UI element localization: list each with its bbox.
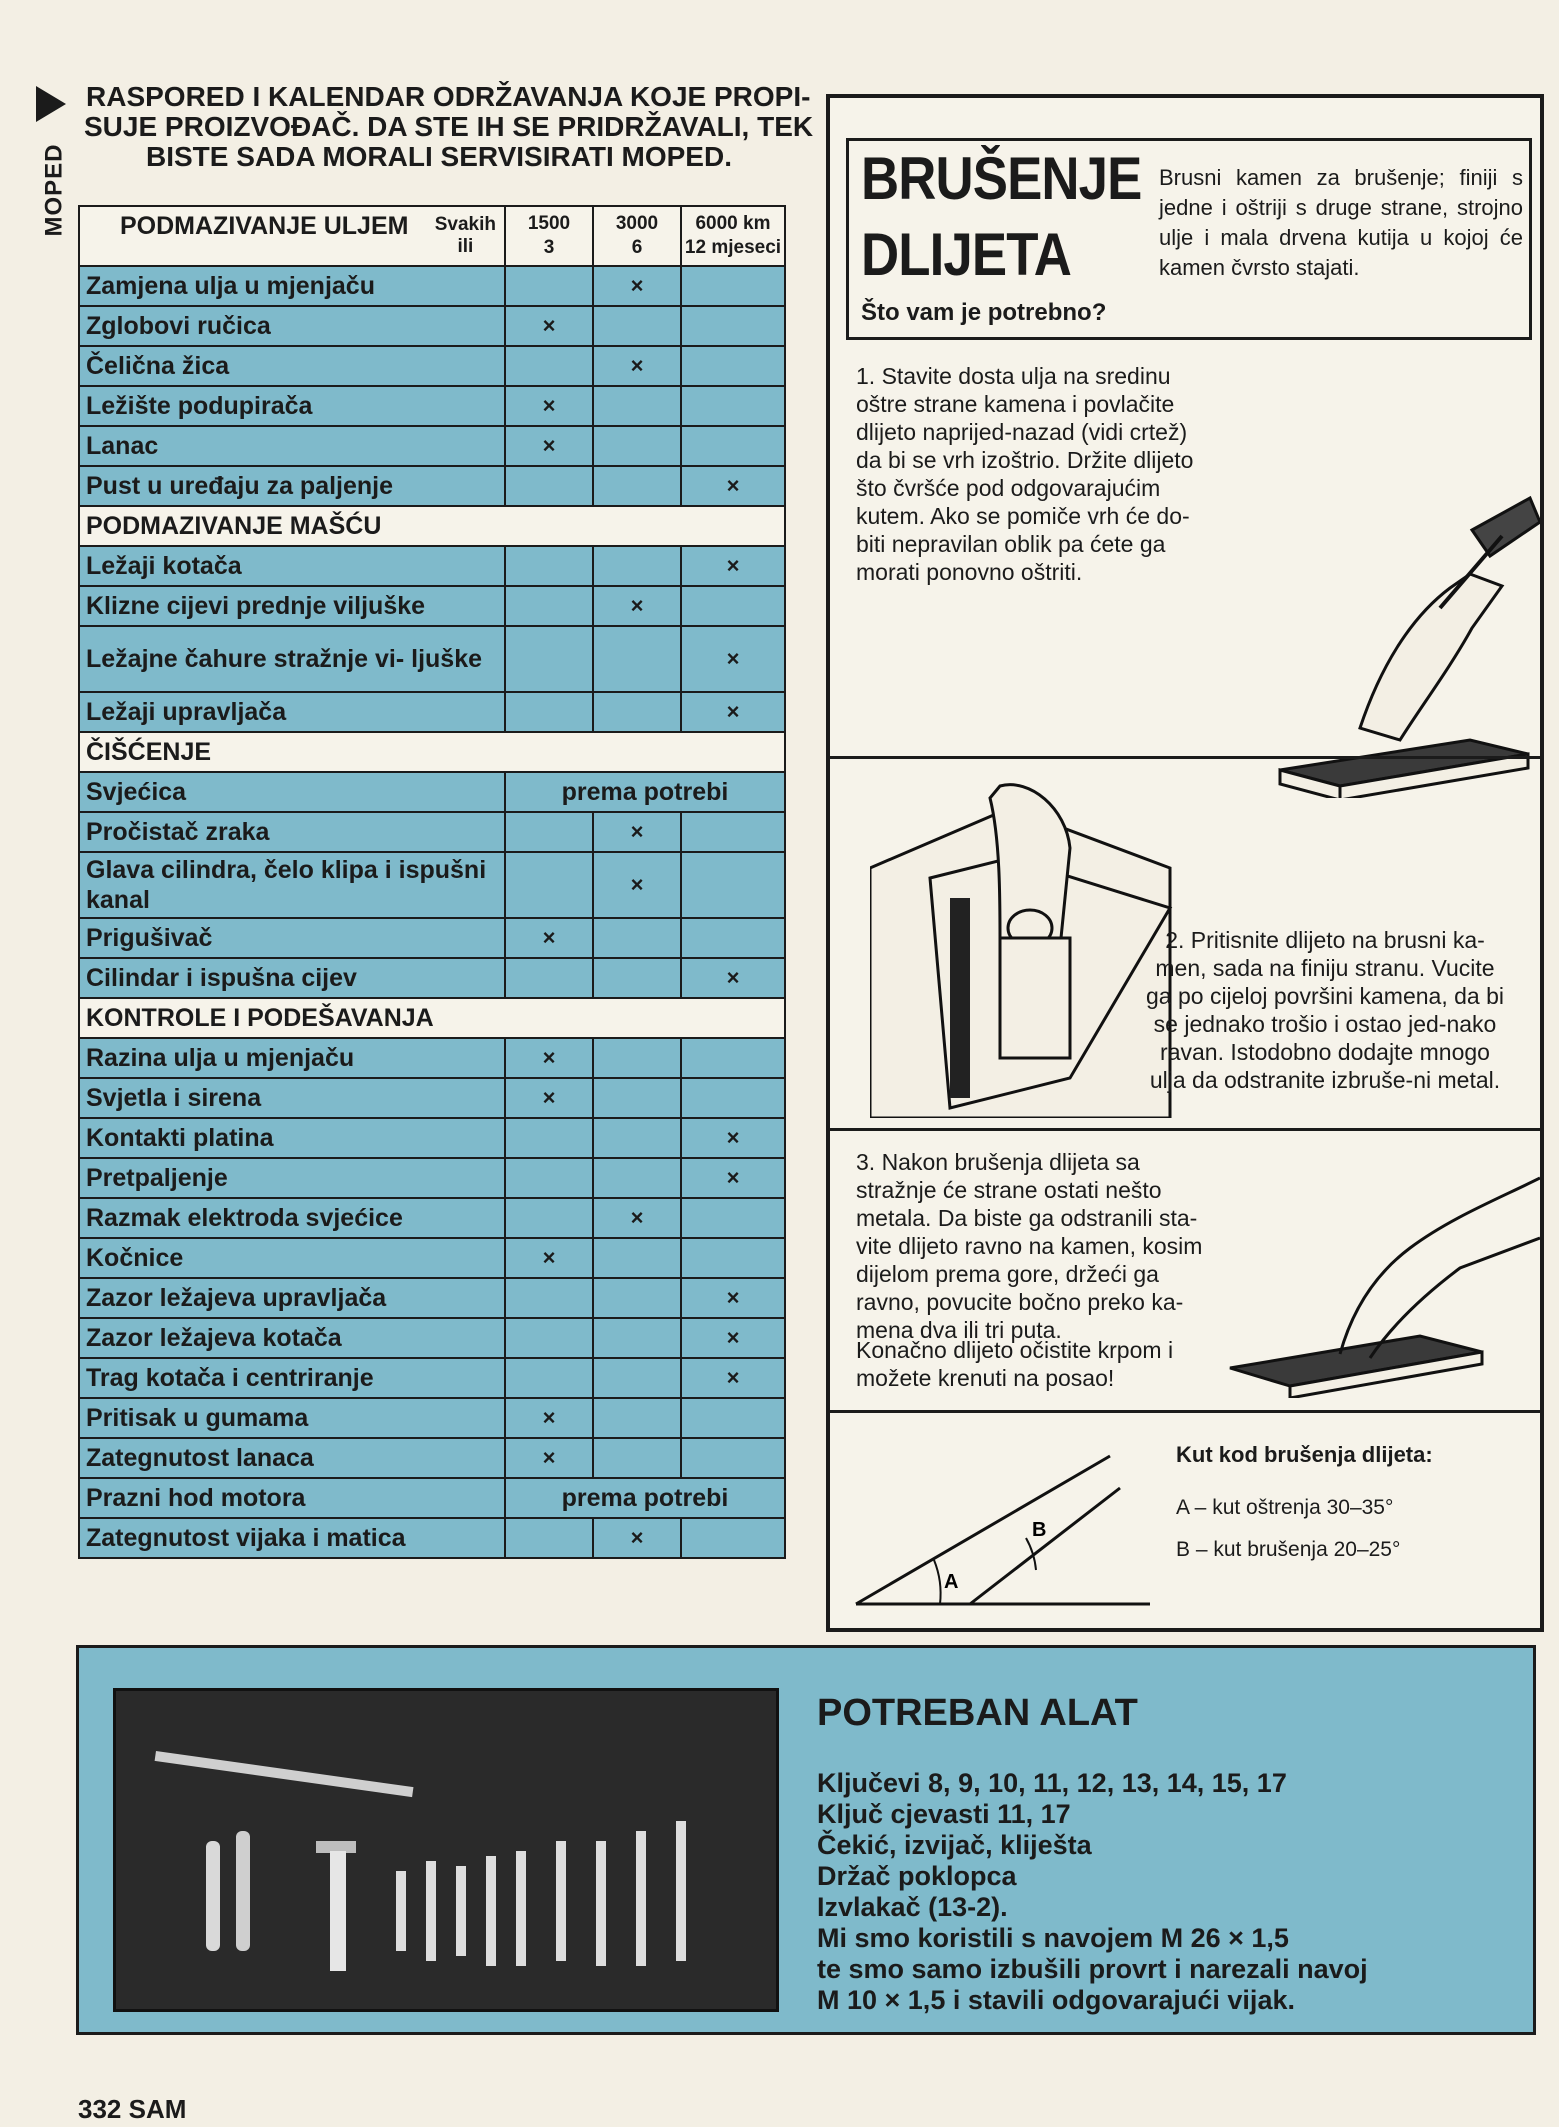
- task-label: Zazor ležajeva upravljača: [79, 1278, 505, 1318]
- table-row: [79, 426, 785, 466]
- interval-cell: ×: [505, 306, 593, 346]
- task-label: Prigušivač: [79, 918, 505, 958]
- interval-cell: ×: [681, 692, 785, 732]
- interval-cell: [593, 466, 681, 506]
- task-label: Ležajne čahure stražnje vi- ljuške: [79, 626, 505, 692]
- task-label: Razina ulja u mjenjaču: [79, 1038, 505, 1078]
- table-row: [79, 1198, 785, 1238]
- table-row: [79, 1038, 785, 1078]
- table-row: [79, 626, 785, 692]
- interval-cell: ×: [681, 1118, 785, 1158]
- interval-cell: ×: [505, 386, 593, 426]
- interval-cell: [505, 1198, 593, 1238]
- interval-cell: ×: [505, 1238, 593, 1278]
- interval-cell: [505, 1358, 593, 1398]
- interval-cell: [505, 692, 593, 732]
- section-title: ČIŠĆENJE: [79, 732, 785, 772]
- interval-cell: ×: [505, 1398, 593, 1438]
- tools-title: POTREBAN ALAT: [817, 1692, 1138, 1734]
- interval-cell: [505, 958, 593, 998]
- table-row: [79, 546, 785, 586]
- interval-cell: [505, 1318, 593, 1358]
- panel-title: BRUŠENJE DLIJETA: [861, 145, 1142, 288]
- table-row: [79, 1438, 785, 1478]
- task-label: Zamjena ulja u mjenjaču: [79, 266, 505, 306]
- table-row: [79, 1078, 785, 1118]
- task-label: Glava cilindra, čelo klipa i ispušni kanal: [79, 852, 505, 918]
- interval-cell: [593, 1078, 681, 1118]
- interval-cell: [593, 1118, 681, 1158]
- interval-cell: [505, 1158, 593, 1198]
- interval-cell: [505, 626, 593, 692]
- interval-cell: [681, 386, 785, 426]
- table-row: [79, 586, 785, 626]
- angle-a-label: A: [944, 1571, 959, 1593]
- as-needed-cell: prema potrebi: [505, 1478, 785, 1518]
- task-label: Zazor ležajeva kotača: [79, 1318, 505, 1358]
- chisel-sharpening-panel: [826, 94, 1544, 1632]
- task-label: Čelična žica: [79, 346, 505, 386]
- header-interval-2: 3000 6: [593, 206, 681, 266]
- tools-photo-illustration: [116, 1691, 776, 2009]
- interval-cell: [593, 1358, 681, 1398]
- interval-cell: [593, 692, 681, 732]
- intro-line: BISTE SADA MORALI SERVISIRATI MOPED.: [146, 141, 732, 172]
- task-label: Pročistač zraka: [79, 812, 505, 852]
- task-label: Svjetla i sirena: [79, 1078, 505, 1118]
- task-label: Zategnutost vijaka i matica: [79, 1518, 505, 1558]
- intro-line: SUJE PROIZVOĐAČ. DA STE IH SE PRIDRŽAVALI, TEK: [84, 111, 814, 142]
- interval-cell: [681, 1198, 785, 1238]
- interval-cell: [681, 266, 785, 306]
- task-label: Prazni hod motora: [79, 1478, 505, 1518]
- interval-cell: [505, 346, 593, 386]
- interval-cell: [681, 1238, 785, 1278]
- page-footer: 332 SAM: [78, 2094, 187, 2124]
- table-row: [79, 1478, 785, 1518]
- task-label: Lanac: [79, 426, 505, 466]
- tools-list-item: Ključevi 8, 9, 10, 11, 12, 13, 14, 15, 17: [817, 1768, 1287, 1798]
- interval-cell: [681, 346, 785, 386]
- table-row: [79, 692, 785, 732]
- interval-cell: ×: [681, 626, 785, 692]
- task-label: Zglobovi ručica: [79, 306, 505, 346]
- interval-cell: [593, 1238, 681, 1278]
- sharpening-angle-diagram: [850, 1428, 1170, 1618]
- task-label: Cilindar i ispušna cijev: [79, 958, 505, 998]
- task-label: Kontakti platina: [79, 1118, 505, 1158]
- interval-cell: ×: [593, 852, 681, 918]
- interval-cell: [593, 626, 681, 692]
- interval-cell: [681, 1078, 785, 1118]
- table-row: [79, 1518, 785, 1558]
- tools-list-item: Ključ cjevasti 11, 17: [817, 1799, 1071, 1829]
- interval-cell: ×: [681, 1318, 785, 1358]
- tools-list-item: Držač poklopca: [817, 1861, 1017, 1891]
- interval-cell: [681, 812, 785, 852]
- angle-b-text: B – kut brušenja 20–25°: [1176, 1538, 1401, 1561]
- tools-list-item: M 10 × 1,5 i stavili odgovarajući vijak.: [817, 1985, 1295, 2015]
- angle-title: Kut kod brušenja dlijeta:: [1176, 1442, 1433, 1467]
- task-label: Pritisak u gumama: [79, 1398, 505, 1438]
- interval-cell: [593, 918, 681, 958]
- interval-cell: [593, 1438, 681, 1478]
- title-box: [846, 138, 1532, 340]
- table-row: [79, 1398, 785, 1438]
- interval-cell: [593, 426, 681, 466]
- interval-cell: [505, 546, 593, 586]
- step-1-text: 1. Stavite dosta ulja na sredinu oštre strane kamena i povlačite dlijeto naprijed-nazad (vidi crtež) da bi se vrh izoštrio. Držite dlijeto što čvršće pod odgovarajućim kutem. Ako se pomiče vrh će do-biti nepravilan oblik pa ćete ga morati ponovno oštriti.: [856, 363, 1194, 585]
- section-title: PODMAZIVANJE MAŠĆU: [79, 506, 785, 546]
- interval-cell: ×: [593, 1198, 681, 1238]
- needs-question: Što vam je potrebno?: [861, 299, 1107, 326]
- tools-list-item: te smo samo izbušili provrt i narezali navoj: [817, 1954, 1368, 1984]
- header-section-title: Svakih ili PODMAZIVANJE ULJEM: [79, 206, 505, 266]
- task-label: Klizne cijevi prednje viljuške: [79, 586, 505, 626]
- interval-cell: [593, 1038, 681, 1078]
- interval-cell: [505, 1518, 593, 1558]
- table-row: [79, 266, 785, 306]
- tools-photo: [113, 1688, 779, 2012]
- interval-cell: ×: [593, 586, 681, 626]
- step-3-illustration: [1220, 1158, 1540, 1398]
- interval-cell: [505, 1278, 593, 1318]
- header-interval-1: 1500 3: [505, 206, 593, 266]
- interval-cell: [593, 958, 681, 998]
- interval-cell: [593, 386, 681, 426]
- tools-list: [817, 1768, 1368, 2016]
- task-label: Kočnice: [79, 1238, 505, 1278]
- interval-cell: ×: [593, 346, 681, 386]
- task-label: Trag kotača i centriranje: [79, 1358, 505, 1398]
- task-label: Ležaji upravljača: [79, 692, 505, 732]
- step-3-text: 3. Nakon brušenja dlijeta sa stražnje će strane ostati nešto metala. Da biste ga odstranili sta-vite dlijeto ravno na kamen, kosim dijelom prema gore, držeći ga ravno, povucite bočno preko ka-mena dva ili tri puta.: [856, 1149, 1203, 1343]
- interval-cell: [681, 1398, 785, 1438]
- step-1-illustration: [1240, 478, 1540, 798]
- angle-b-label: B: [1032, 1519, 1047, 1541]
- interval-cell: [681, 1518, 785, 1558]
- table-row: [79, 1158, 785, 1198]
- interval-cell: ×: [593, 812, 681, 852]
- interval-cell: [681, 1438, 785, 1478]
- interval-cell: [593, 1398, 681, 1438]
- task-label: Zategnutost lanaca: [79, 1438, 505, 1478]
- table-row: [79, 1358, 785, 1398]
- interval-cell: ×: [681, 1278, 785, 1318]
- interval-cell: [505, 586, 593, 626]
- step-2-text: 2. Pritisnite dlijeto na brusni ka-men, sada na finiju stranu. Vucite ga po cijeloj površini kamena, da bi se jednako trošio i ostao jed-nako ravan. Istodobno dodajte mnogo ulja da odstranite izbruše-ni metal.: [1146, 927, 1504, 1093]
- interval-cell: [681, 586, 785, 626]
- table-header-row: [79, 206, 785, 266]
- table-row: [79, 1278, 785, 1318]
- tools-list-item: Čekić, izvijač, kliješta: [817, 1830, 1092, 1860]
- section-label: MOPED: [40, 143, 68, 237]
- needs-text: Brusni kamen za brušenje; finiji s jedne i oštriji s druge strane, strojno ulje i mala drvena kutija u kojoj će kamen čvrsto stajati.: [1159, 165, 1523, 280]
- interval-cell: [681, 426, 785, 466]
- interval-cell: [681, 852, 785, 918]
- interval-cell: [505, 852, 593, 918]
- interval-cell: ×: [681, 1158, 785, 1198]
- interval-cell: [593, 1278, 681, 1318]
- table-row: [79, 306, 785, 346]
- interval-cell: ×: [505, 1078, 593, 1118]
- intro-line: RASPORED I KALENDAR ODRŽAVANJA KOJE PROPI-: [86, 81, 811, 112]
- task-label: Pretpaljenje: [79, 1158, 505, 1198]
- tools-list-item: Izvlakač (13-2).: [817, 1892, 1008, 1922]
- angle-a-text: A – kut oštrenja 30–35°: [1176, 1496, 1394, 1519]
- interval-cell: [505, 1118, 593, 1158]
- interval-cell: [593, 1318, 681, 1358]
- interval-cell: ×: [593, 1518, 681, 1558]
- section-row: [79, 998, 785, 1038]
- interval-cell: [681, 306, 785, 346]
- interval-cell: ×: [681, 958, 785, 998]
- interval-cell: ×: [593, 266, 681, 306]
- interval-cell: [505, 466, 593, 506]
- divider: [830, 1128, 1540, 1131]
- table-row: [79, 958, 785, 998]
- table-row: [79, 812, 785, 852]
- as-needed-cell: prema potrebi: [505, 772, 785, 812]
- interval-cell: [505, 812, 593, 852]
- table-row: [79, 852, 785, 918]
- table-row: [79, 386, 785, 426]
- interval-cell: ×: [681, 466, 785, 506]
- table-row: [79, 1238, 785, 1278]
- required-tools-box: [76, 1645, 1536, 2035]
- task-label: Ležaji kotača: [79, 546, 505, 586]
- intro-text: [84, 81, 814, 172]
- interval-cell: ×: [505, 426, 593, 466]
- interval-cell: ×: [505, 918, 593, 958]
- tools-list-item: Mi smo koristili s navojem M 26 × 1,5: [817, 1923, 1289, 1953]
- interval-cell: ×: [505, 1038, 593, 1078]
- task-label: Razmak elektroda svjećice: [79, 1198, 505, 1238]
- interval-cell: ×: [681, 546, 785, 586]
- section-title: KONTROLE I PODEŠAVANJA: [79, 998, 785, 1038]
- table-row: [79, 1118, 785, 1158]
- interval-cell: [681, 918, 785, 958]
- divider: [830, 1410, 1540, 1413]
- interval-cell: [681, 1038, 785, 1078]
- header-every-label: Svakih ili: [434, 214, 496, 257]
- table-row: [79, 772, 785, 812]
- section-row: [79, 506, 785, 546]
- arrow-marker-icon: [36, 86, 66, 122]
- interval-cell: ×: [505, 1438, 593, 1478]
- divider: [830, 756, 1540, 759]
- section-tab: [18, 130, 80, 250]
- table-row: [79, 346, 785, 386]
- task-label: Pust u uređaju za paljenje: [79, 466, 505, 506]
- table-row: [79, 1318, 785, 1358]
- header-interval-3: 6000 km 12 mjeseci: [681, 206, 785, 266]
- task-label: Svjećica: [79, 772, 505, 812]
- section-row: [79, 732, 785, 772]
- table-row: [79, 918, 785, 958]
- task-label: Ležište podupirača: [79, 386, 505, 426]
- interval-cell: [593, 306, 681, 346]
- table-row: [79, 466, 785, 506]
- interval-cell: ×: [681, 1358, 785, 1398]
- maintenance-schedule-table: [78, 205, 786, 1559]
- interval-cell: [593, 1158, 681, 1198]
- interval-cell: [505, 266, 593, 306]
- interval-cell: [593, 546, 681, 586]
- step-3-closing-text: Konačno dlijeto očistite krpom i možete krenuti na posao!: [856, 1337, 1174, 1391]
